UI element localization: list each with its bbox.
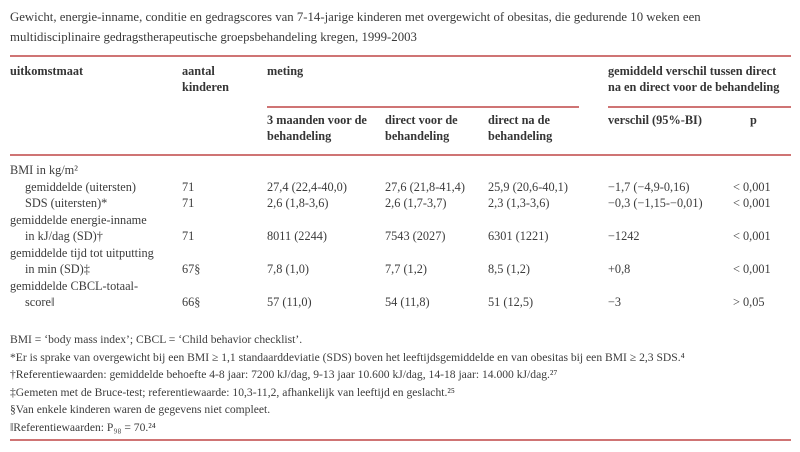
table-title: Gewicht, energie-inname, conditie en gedragscores van 7-14-jarige kinderen met overgewicht of obesitas, die gedurende 10 weken een multidisciplinaire gedragstherapeutische groepsbehandeling kregen, 1999-2003 [10,10,701,44]
cell-pre: 2,6 (1,7-3,7) [385,196,447,210]
cell-p [733,162,792,179]
cell-n: 71 [182,196,195,210]
cell-m3: 27,4 (22,4-40,0) [267,179,347,194]
table-row [10,195,792,212]
cell-m3: 2,6 (1,8-3,6) [267,196,329,210]
cell-post [488,245,608,262]
column-header-verschil: verschil (95%-BI) [608,113,702,127]
cell-p: < 0,001 [733,196,771,210]
cell-diff [608,212,733,229]
cell-n [182,278,267,295]
cell-post: 2,3 (1,3-3,6) [488,196,550,210]
cell-m3 [267,162,385,179]
row-label: in kJ/dag (SD)† [25,229,103,243]
cell-post: 25,9 (20,6-40,1) [488,179,568,194]
table-row [10,261,792,278]
cell-p: > 0,05 [733,295,765,309]
cell-pre: 7,7 (1,2) [385,262,428,276]
row-label: gemiddelde energie-inname [10,212,147,227]
cell-diff: −1,7 (−4,9-0,16) [608,179,690,194]
cell-post [488,162,608,179]
cell-n: 67§ [182,262,201,276]
cell-post: 6301 (1221) [488,229,549,243]
cell-diff [608,245,733,262]
cell-m3: 8011 (2244) [267,229,327,243]
cell-n: 71 [182,229,195,243]
cell-pre: 54 (11,8) [385,295,430,309]
table-row [10,179,792,196]
row-label: gemiddelde CBCL-totaal- [10,278,139,293]
footnote: BMI = ‘body mass index’; CBCL = ‘Child behavior checklist’. [10,333,303,346]
footnotes [10,331,796,437]
table-body [10,162,792,311]
cell-p [733,245,792,262]
cell-n: 71 [182,179,195,194]
cell-post [488,212,608,229]
rule-verschil-group [608,106,791,108]
rule-header-bottom [10,154,791,156]
cell-post: 8,5 (1,2) [488,262,531,276]
cell-diff: +0,8 [608,262,631,276]
column-header-direct-voor: direct voor de behandeling [385,113,458,143]
cell-diff [608,162,733,179]
cell-p: < 0,001 [733,262,771,276]
cell-n: 66§ [182,295,201,309]
cell-diff: −0,3 (−1,15-−0,01) [608,196,703,210]
cell-diff: −1242 [608,229,640,243]
row-label: SDS (uitersten)* [25,196,108,210]
cell-post [488,278,608,295]
footnote: *Er is sprake van overgewicht bij een BMI ≥ 1,1 standaarddeviatie (SDS) boven het leeftijdsgemiddelde en van obesitas bij een BMI ≥ 2,3 SDS.⁴ [10,350,685,364]
cell-m3 [267,278,385,295]
rule-bottom [10,439,791,441]
row-label: gemiddelde (uitersten) [25,179,136,194]
column-header-3maanden: 3 maanden voor de behandeling [267,113,367,143]
cell-pre: 7543 (2027) [385,229,446,243]
footnote: ‡Gemeten met de Bruce-test; referentiewaarde: 10,3-11,2, afhankelijk van leeftijd en geslacht.²⁵ [10,385,455,399]
table-row [10,212,792,229]
cell-n [182,212,267,229]
cell-n [182,245,267,262]
cell-m3: 7,8 (1,0) [267,262,310,276]
table-row [10,162,792,179]
cell-pre [385,245,488,262]
table-row [10,278,792,295]
table-row [10,294,792,311]
cell-post: 51 (12,5) [488,295,534,309]
column-group-meting: meting [267,64,304,78]
cell-pre: 27,6 (21,8-41,4) [385,179,465,194]
column-group-verschil: gemiddeld verschil tussen direct na en direct voor de behandeling [608,64,780,94]
cell-m3 [267,212,385,229]
cell-pre [385,212,488,229]
cell-diff: −3 [608,295,622,309]
cell-p [733,278,792,295]
cell-p: < 0,001 [733,179,771,194]
cell-pre [385,162,488,179]
cell-m3 [267,245,385,262]
row-label: BMI in kg/m² [10,163,78,177]
rule-meting-group [267,106,579,108]
cell-diff [608,278,733,295]
cell-p: < 0,001 [733,229,771,243]
row-label: in min (SD)‡ [25,262,90,276]
cell-n [182,162,267,179]
row-label: gemiddelde tijd tot uitputting [10,245,154,260]
table-row [10,245,792,262]
column-header-outcome: uitkomstmaat [10,64,84,78]
footnote: †Referentiewaarden: gemiddelde behoefte 4-8 jaar: 7200 kJ/dag, 9-13 jaar 10.600 kJ/dag, 14-18 jaar: 14.000 kJ/dag.²⁷ [10,368,558,382]
cell-p [733,212,792,229]
cell-m3: 57 (11,0) [267,295,312,309]
column-header-n: aantal kinderen [182,64,229,94]
rule-top [10,55,791,57]
footnote: ‖Referentiewaarden: P₉₈ = 70.²⁴ [10,420,156,434]
column-header-p: p [750,113,757,127]
column-header-direct-na: direct na de behandeling [488,113,553,143]
row-label: score‖ [25,295,55,309]
table-row [10,228,792,245]
footnote: §Van enkele kinderen waren de gegevens niet compleet. [10,403,271,417]
cell-pre [385,278,488,295]
